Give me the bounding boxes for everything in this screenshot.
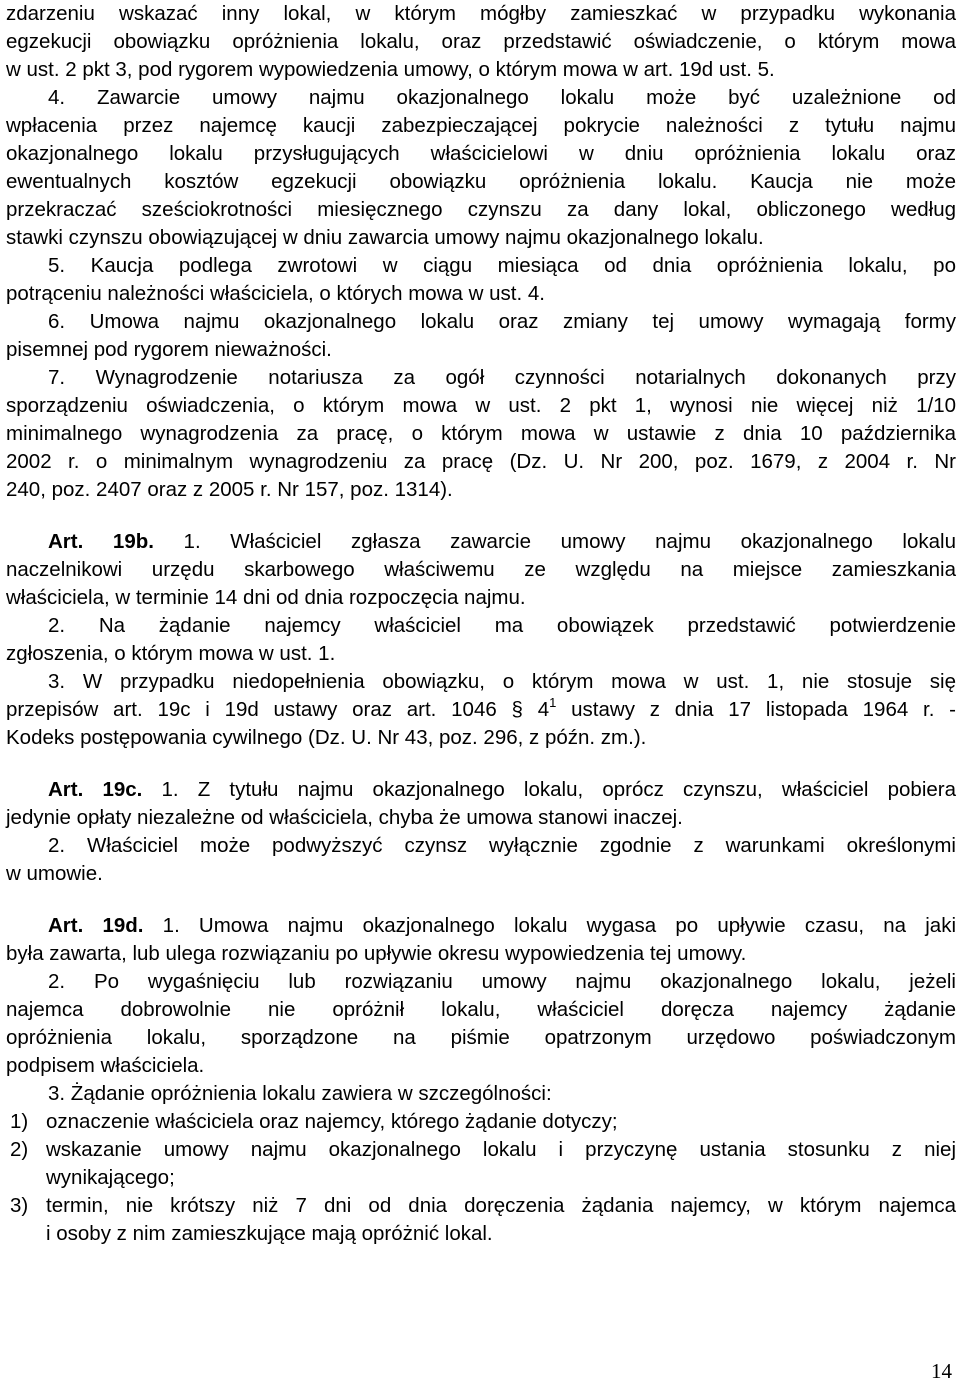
text-line: egzekucji obowiązku opróżnienia lokalu, oraz przedstawić oświadczenie, o którym mowa [6,30,956,53]
text-line: opróżnienia lokalu, sporządzone na piśmie opatrzonym urzędowo poświadczonym [6,1026,956,1049]
text-line: ewentualnych kosztów egzekucji obowiązku opróżnienia lokalu. Kaucja nie może [6,170,956,193]
text-line: minimalnego wynagrodzenia za pracę, o którym mowa w ustawie z dnia 10 października [6,422,956,445]
list-item-continuation: i osoby z nim zamieszkujące mają opróżnić lokal. [46,1222,493,1245]
text-line: zdarzeniu wskazać inny lokal, w którym mógłby zamieszkać w przypadku wykonania [6,2,956,25]
text-line: wpłacenia przez najemcę kaucji zabezpieczającej pokrycie należności z tytułu najmu [6,114,956,137]
text-line: najemca dobrowolnie nie opróżnił lokalu, właściciel doręcza najemcy żądanie [6,998,956,1021]
article-19b-start: Art. 19b. 1. Właściciel zgłasza zawarcie umowy najmu okazjonalnego lokalu [48,530,956,553]
article-19d-start: Art. 19d. 1. Umowa najmu okazjonalnego lokalu wygasa po upływie czasu, na jaki [48,914,956,937]
text-line: 3. Żądanie opróżnienia lokalu zawiera w szczególności: [48,1082,552,1105]
text-line: właściciela, w terminie 14 dni od dnia rozpoczęcia najmu. [6,586,526,609]
text-line: naczelnikowi urzędu skarbowego właściwemu ze względu na miejsce zamieszkania [6,558,956,581]
list-item: oznaczenie właściciela oraz najemcy, którego żądanie dotyczy; [46,1110,618,1133]
text-line: w umowie. [6,862,103,885]
paragraph-7-start: 7. Wynagrodzenie notariusza za ogół czynności notarialnych dokonanych przy [48,366,956,389]
text-line: 240, poz. 2407 oraz z 2005 r. Nr 157, poz. 1314). [6,478,453,501]
list-number: 1) [10,1110,29,1133]
article-heading: Art. 19b. [48,530,154,553]
text-line: stawki czynszu obowiązującej w dniu zawarcia umowy najmu okazjonalnego lokalu. [6,226,764,249]
text-line-with-paragraph-sign: przepisów art. 19c i 19d ustawy oraz art. 1046 § $4^1$ ustawy z dnia 17 listopada 1964 r. - [6,695,957,721]
text-line: 3. W przypadku niedopełnienia obowiązku, o którym mowa w ust. 1, nie stosuje się [48,670,956,693]
text-line: przekraczać sześciokrotności miesięcznego czynszu za dany lokal, obliczonego według [6,198,956,221]
paragraph-4-start: 4. Zawarcie umowy najmu okazjonalnego lokalu może być uzależnione od [48,86,956,109]
page-number: 14 [931,1359,952,1383]
text-line: 2. Na żądanie najemcy właściciel ma obowiązek przedstawić potwierdzenie [48,614,956,637]
list-item: wskazanie umowy najmu okazjonalnego lokalu i przyczynę ustania stosunku z niej [46,1138,956,1161]
article-heading: Art. 19d. [48,914,144,937]
text-line: 2. Po wygaśnięciu lub rozwiązaniu umowy najmu okazjonalnego lokalu, jeżeli [48,970,956,993]
text-line: okazjonalnego lokalu przysługujących właścicielowi w dniu opróżnienia lokalu oraz [6,142,956,165]
superscript: 1 [549,695,557,710]
text-line: 2. Właściciel może podwyższyć czynsz wyłącznie zgodnie z warunkami określonymi [48,834,956,857]
text-line: była zawarta, lub ulega rozwiązaniu po upływie okresu wypowiedzenia tej umowy. [6,942,747,965]
article-19c-start: Art. 19c. 1. Z tytułu najmu okazjonalnego lokalu, oprócz czynszu, właściciel pobiera [48,778,956,801]
text-line: w ust. 2 pkt 3, pod rygorem wypowiedzenia umowy, o którym mowa w art. 19d ust. 5. [6,58,775,81]
list-number: 3) [10,1194,29,1217]
text-line: sporządzeniu oświadczenia, o którym mowa w ust. 2 pkt 1, wynosi nie więcej niż 1/10 [6,394,956,417]
text-line: zgłoszenia, o którym mowa w ust. 1. [6,642,336,665]
text-line: jedynie opłaty niezależne od właściciela, chyba że umowa stanowi inaczej. [6,806,683,829]
list-item: termin, nie krótszy niż 7 dni od dnia doręczenia żądania najemcy, w którym najemca [46,1194,956,1217]
text-line: podpisem właściciela. [6,1054,205,1077]
text-line: pisemnej pod rygorem nieważności. [6,338,332,361]
text-line: potrąceniu należności właściciela, o których mowa w ust. 4. [6,282,545,305]
section-sign: § [511,698,523,721]
text-line: 2002 r. o minimalnym wynagrodzeniu za pracę (Dz. U. Nr 200, poz. 1679, z 2004 r. Nr [6,450,956,473]
list-number: 2) [10,1138,29,1161]
article-heading: Art. 19c. [48,778,143,801]
text-line: Kodeks postępowania cywilnego (Dz. U. Nr 43, poz. 296, z późn. zm.). [6,726,647,749]
list-item-continuation: wynikającego; [46,1166,175,1189]
paragraph-5-start: 5. Kaucja podlega zwrotowi w ciągu miesiąca od dnia opróżnienia lokalu, po [48,254,956,277]
paragraph-6-start: 6. Umowa najmu okazjonalnego lokalu oraz zmiany tej umowy wymagają formy [48,310,956,333]
